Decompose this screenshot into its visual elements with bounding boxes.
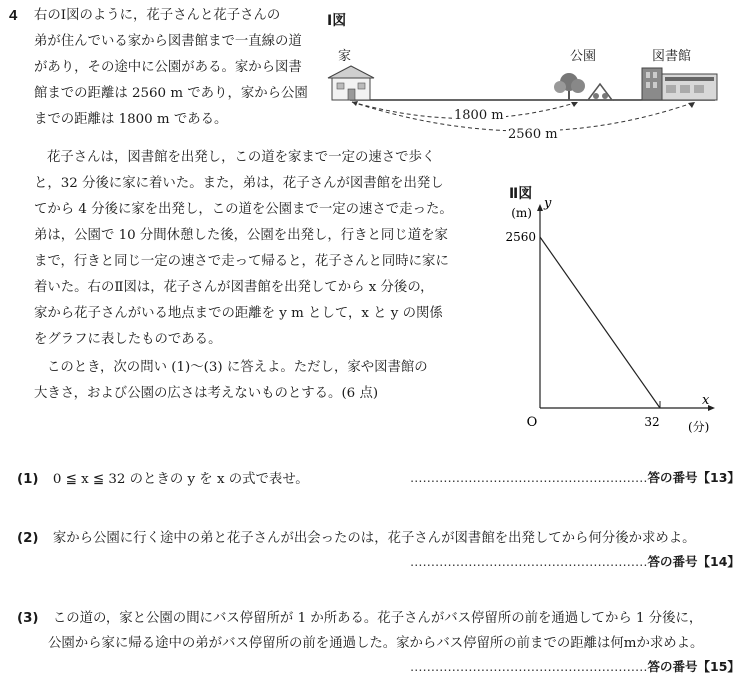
question-3-text-line-1: この道の，家と公園の間にバス停留所が 1 か所ある。花子さんがバス停留所の前を通過してから 1 分後に， [52, 611, 703, 626]
arc-arrow-park [571, 102, 578, 107]
y-axis-variable: y [544, 196, 552, 211]
x-tick-label: 32 [644, 415, 660, 429]
answer-15 [410, 657, 740, 675]
question-3-text-line-2: 公園から家に帰る途中の弟がバス停留所の前を通過した。家からバス停留所の前までの距離は何mか求めよ。 [48, 636, 704, 651]
y-axis-unit: (m) [511, 206, 532, 220]
house-icon [328, 66, 374, 100]
origin-label: O [526, 415, 538, 430]
distance-park-label: 1800 m [454, 108, 504, 123]
question-1-text: 0 ≦ x ≦ 32 のときの y を x の式で表せ。 [52, 472, 309, 487]
body-line-6: 着いた。右のⅡ図は，花子さんが図書館を出発してから x 分後の， [34, 280, 434, 295]
answer-number-13: 【13】 [697, 470, 740, 485]
figure2-graph [480, 195, 720, 435]
x-axis-unit: (分) [688, 420, 710, 434]
question-2 [17, 527, 696, 546]
series-line [540, 237, 660, 408]
intro-line-2: 弟が住んでいる家から図書館まで一直線の道 [34, 34, 302, 49]
x-axis-variable: x [702, 393, 710, 408]
body-line-10: 大きさ，および公園の広さは考えないものとする。(6 点) [34, 386, 379, 401]
problem-number: 4 [9, 7, 18, 24]
y-tick-label: 2560 [505, 230, 536, 244]
question-3-label: (3) [17, 611, 39, 626]
body-line-4: 弟は，公園で 10 分間休憩した後，公園を出発し，行きと同じ道を家 [34, 228, 448, 243]
body-line-1: 花子さんは，図書館を出発し，この道を家まで一定の速さで歩く [47, 150, 436, 165]
body-line-2: と，32 分後に家に着いた。また，弟は，花子さんが図書館を出発し [34, 176, 444, 191]
library-icon [642, 68, 717, 100]
question-3 [17, 607, 702, 626]
house-label: 家 [338, 49, 352, 64]
intro-line-1: 右のⅠ図のように，花子さんと花子さんの [34, 8, 281, 23]
answer-14 [410, 552, 740, 570]
answer-prefix: 答の番号 [647, 554, 698, 569]
dot-leader: ………………………………………………… [410, 659, 648, 674]
answer-prefix: 答の番号 [647, 659, 698, 674]
question-2-label: (2) [17, 531, 39, 546]
answer-number-14: 【14】 [697, 554, 740, 569]
y-axis-arrow [537, 204, 543, 211]
body-line-9: このとき，次の問い (1)～(3) に答えよ。ただし，家や図書館の [47, 360, 428, 375]
figure1-title: Ⅰ図 [327, 13, 347, 29]
question-2-text: 家から公園に行く途中の弟と花子さんが出会ったのは，花子さんが図書館を出発してから何分後か求めよ。 [52, 531, 696, 546]
question-1 [17, 468, 309, 487]
intro-line-4: 館までの距離は 2560 m であり，家から公園 [34, 86, 308, 101]
body-line-8: をグラフに表したものである。 [34, 332, 222, 347]
figure2-title: Ⅱ図 [509, 186, 533, 202]
body-line-7: 家から花子さんがいる地点までの距離を y m として，x と y の関係 [34, 306, 443, 321]
library-label: 図書館 [652, 49, 692, 64]
dot-leader: ………………………………………………… [410, 554, 648, 569]
arc-arrow-library [688, 102, 695, 108]
park-icon [554, 73, 612, 100]
question-1-label: (1) [17, 472, 39, 487]
park-label: 公園 [570, 49, 597, 64]
answer-number-15: 【15】 [697, 659, 740, 674]
answer-prefix: 答の番号 [647, 470, 698, 485]
intro-line-5: までの距離は 1800 m である。 [34, 112, 228, 127]
body-line-5: まで，行きと同じ一定の速さで走って帰ると，花子さんと同時に家に [34, 254, 449, 269]
distance-library-label: 2560 m [508, 127, 558, 142]
answer-13 [410, 468, 740, 486]
body-line-3: てから 4 分後に家を出発し，この道を公園まで一定の速さで走った。 [34, 202, 453, 217]
intro-line-3: があり，その途中に公園がある。家から図書 [34, 60, 302, 75]
dot-leader: ………………………………………………… [410, 470, 648, 485]
